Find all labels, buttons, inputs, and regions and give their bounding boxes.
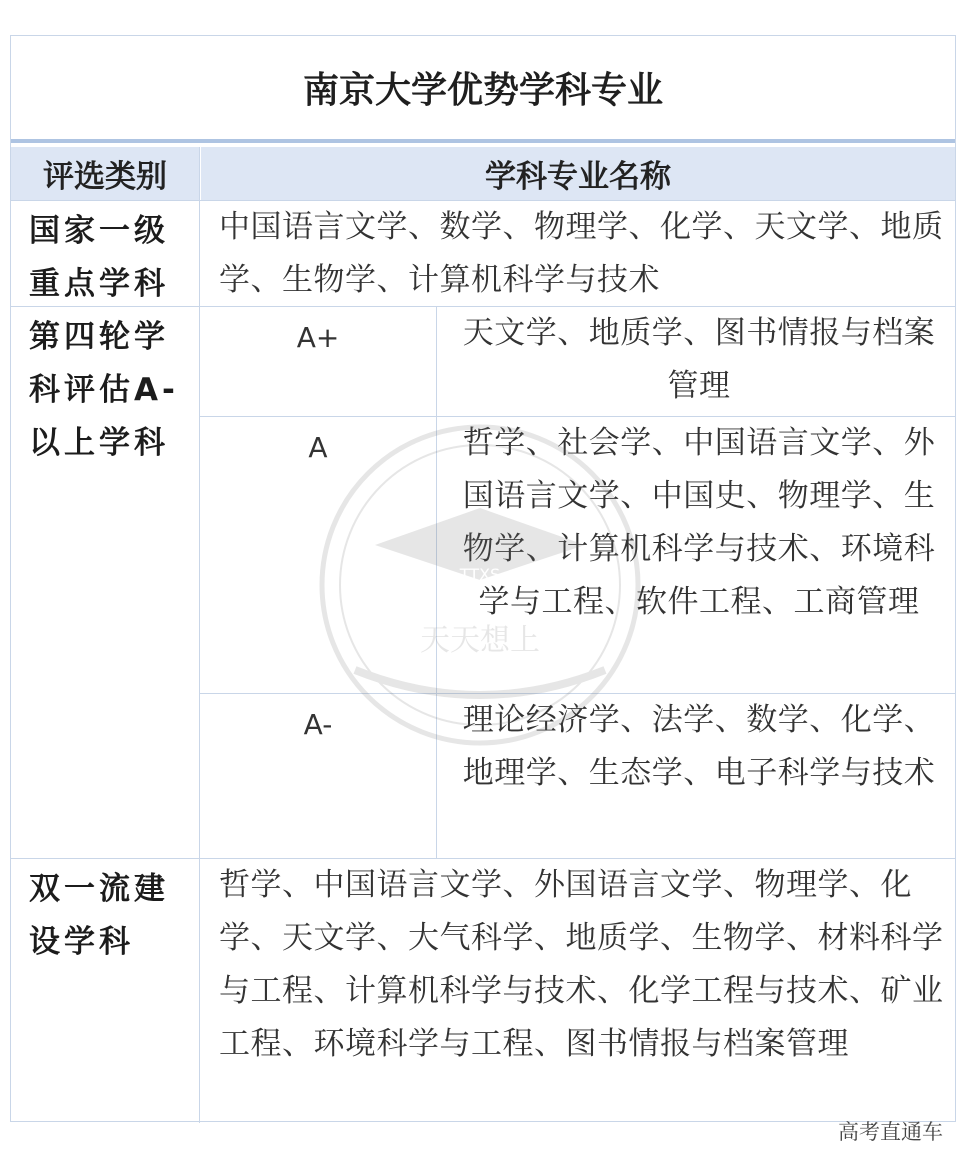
watermark-letters: TTXS [459,565,501,584]
key-discipline-list: 中国语言文学、数学、物理学、化学、天文学、地质学、生物学、计算机科学与技术 [219,209,944,298]
watermark-wave [355,670,605,695]
header-category: 评选类别 [11,147,199,200]
category-double-first-class: 双一流建设学科 [29,871,169,960]
grade-a-list: 哲学、社会学、中国语言文学、外国语言文学、中国史、物理学、生物学、计算机科学与技术、环境科学与工程、软件工程、工商管理 [462,425,936,620]
grade-a-minus: A- [303,708,333,741]
grade-a-minus-list: 理论经济学、法学、数学、化学、地理学、生态学、电子科学与技术 [462,702,936,791]
grade-a-plus: A+ [296,321,340,354]
grade-a: A [308,431,328,464]
watermark-seal [315,420,645,750]
grade-a-plus-list: 天文学、地质学、图书情报与档案管理 [462,315,936,404]
category-key-discipline: 国家一级重点学科 [29,213,169,302]
header-names: 学科专业名称 [201,147,955,200]
watermark-text: 天天想上 [420,623,540,658]
double-first-class-list: 哲学、中国语言文学、外国语言文学、物理学、化学、天文学、大气科学、地质学、生物学、材料科学与工程、计算机科学与技术、化学工程与技术、矿业工程、环境科学与工程、图书情报与档案管理 [219,867,944,1062]
table-title: 南京大学优势学科专业 [11,36,955,143]
footer-source: 高考直通车 [838,1120,943,1144]
category-assessment: 第四轮学科评估A-以上学科 [29,319,179,461]
